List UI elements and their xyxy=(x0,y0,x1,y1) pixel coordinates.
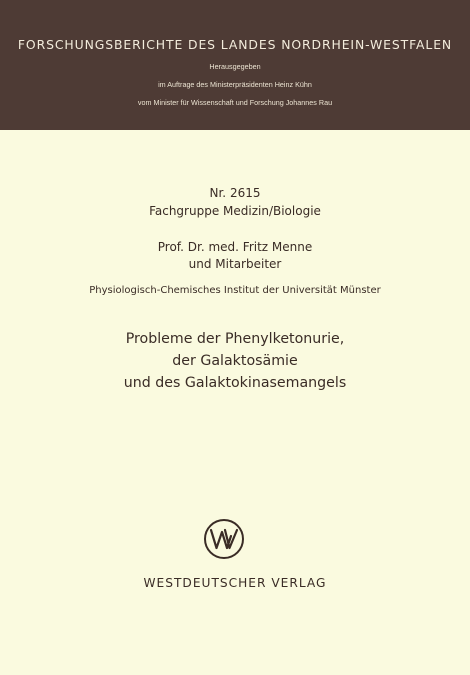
author-name: Prof. Dr. med. Fritz Menne xyxy=(157,240,313,254)
coauthors-line: und Mitarbeiter xyxy=(188,257,282,271)
publisher-name: WESTDEUTSCHER VERLAG xyxy=(143,576,327,590)
institute-name: Physiologisch-Chemisches Institut der Universität Münster xyxy=(89,285,381,296)
wv-monogram-icon xyxy=(203,518,245,560)
commission-line: im Auftrage des Ministerpräsidenten Heinz Kühn xyxy=(158,80,312,89)
series-title: FORSCHUNGSBERICHTE DES LANDES NORDRHEIN-WESTFALEN xyxy=(17,37,453,52)
title-line-2: der Galaktosämie xyxy=(172,353,298,369)
header-band xyxy=(0,0,470,130)
minister-line: vom Minister für Wissenschaft und Forschung Johannes Rau xyxy=(137,98,333,107)
editor-line: Herausgegeben xyxy=(209,62,261,71)
title-line-1: Probleme der Phenylketonurie, xyxy=(125,331,345,347)
title-line-3: und des Galaktokinasemangels xyxy=(123,375,347,391)
subject-group: Fachgruppe Medizin/Biologie xyxy=(149,204,321,218)
report-number: Nr. 2615 xyxy=(209,186,261,200)
